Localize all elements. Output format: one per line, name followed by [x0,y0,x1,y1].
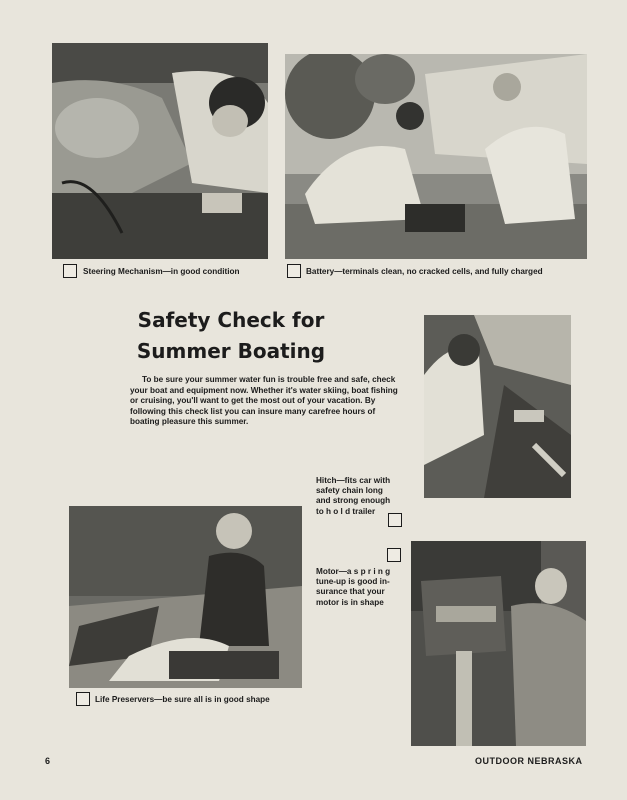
battery-checkbox[interactable] [287,264,301,278]
steering-photo [52,43,268,259]
hitch-photo [424,315,571,498]
life-preservers-caption: Life Preservers—be sure all is in good shape [95,695,270,704]
magazine-name: OUTDOOR NEBRASKA [475,756,583,766]
steering-caption: Steering Mechanism—in good condition [83,267,240,276]
article-intro: To be sure your summer water fun is trouble free and safe, check your boat and equipment now. Whether it's water skiing, boat fishing or cruising, you'll want to get the most out of your vacation. By following this check list you can insure many carefree hours of boating pleasure this summer. [130,375,398,427]
hitch-caption-line1: Hitch—fits car with [316,476,391,485]
battery-caption: Battery—terminals clean, no cracked cells, and fully charged [306,267,543,276]
battery-photo [285,54,587,259]
hitch-caption [316,476,390,517]
motor-caption-line4: motor is in shape [316,597,384,607]
page-number: 6 [45,756,51,766]
motor-checkbox[interactable] [387,548,401,562]
life-preservers-checkbox[interactable] [76,692,90,706]
hitch-caption-line2: safety chain long [316,486,383,496]
motor-caption-line1: Motor—a s p r i n g [316,567,391,576]
motor-caption-line3: surance that your [316,587,385,597]
hitch-caption-line4: to h o l d trailer [316,506,376,516]
article-title-line1: Safety Check for [137,308,325,332]
article-title-line2: Summer Boating [136,339,326,363]
motor-caption [316,567,390,608]
hitch-caption-line3: and strong enough [316,496,391,506]
steering-checkbox[interactable] [63,264,77,278]
article-title [136,305,326,367]
hitch-checkbox[interactable] [388,513,402,527]
motor-photo [411,541,586,746]
motor-caption-line2: tune-up is good in- [316,577,390,587]
life-preservers-photo [69,506,302,688]
